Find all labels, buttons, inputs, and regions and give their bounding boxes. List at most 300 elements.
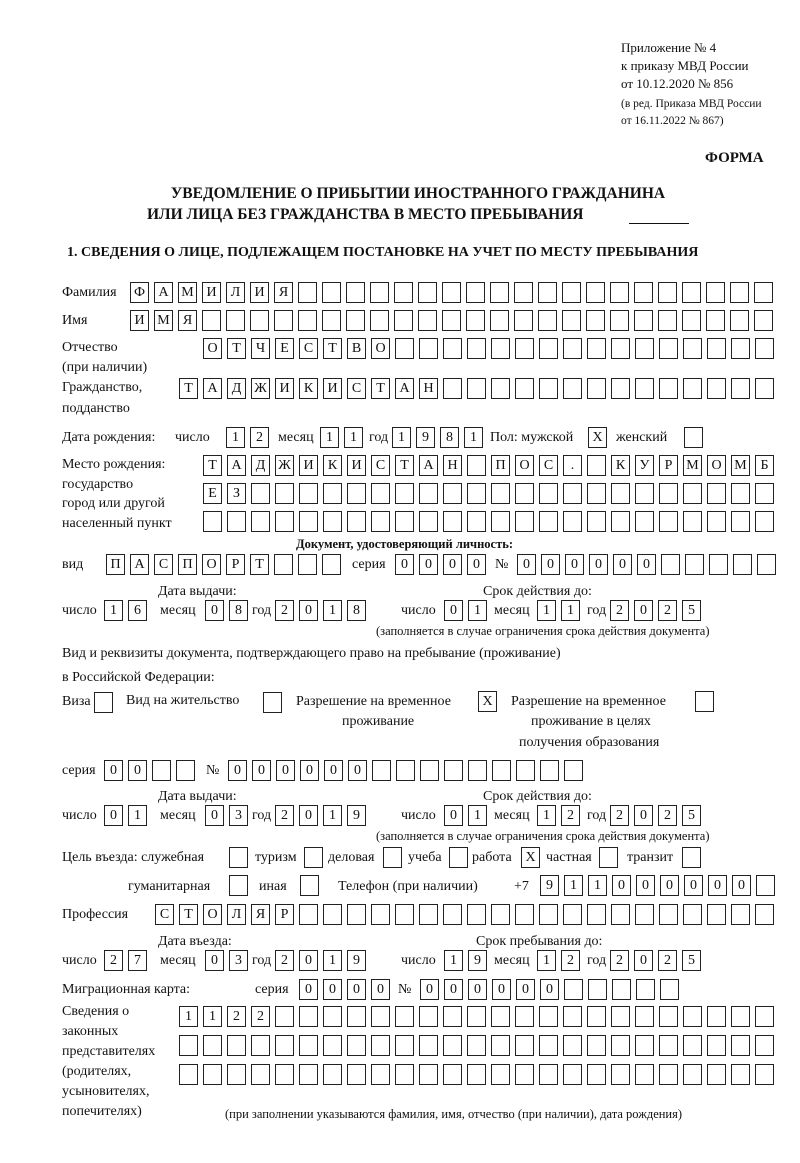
char-box[interactable] xyxy=(683,483,702,504)
char-box[interactable] xyxy=(611,511,630,532)
char-box[interactable]: И xyxy=(275,378,294,399)
char-box[interactable]: Б xyxy=(755,455,774,476)
char-box[interactable] xyxy=(683,511,702,532)
char-box[interactable] xyxy=(539,483,558,504)
char-box[interactable] xyxy=(731,1035,750,1056)
char-box[interactable] xyxy=(449,847,468,868)
char-box[interactable]: 0 xyxy=(612,875,631,896)
entry-month-boxes[interactable] xyxy=(205,950,253,971)
char-box[interactable] xyxy=(443,483,462,504)
char-box[interactable] xyxy=(599,847,618,868)
char-box[interactable]: 2 xyxy=(275,600,294,621)
char-box[interactable] xyxy=(755,483,774,504)
char-box[interactable] xyxy=(755,511,774,532)
char-box[interactable]: 1 xyxy=(444,950,463,971)
char-box[interactable] xyxy=(491,1035,510,1056)
char-box[interactable]: 0 xyxy=(347,979,366,1000)
char-box[interactable] xyxy=(467,511,486,532)
char-box[interactable] xyxy=(684,427,703,448)
id-valid-year-boxes[interactable] xyxy=(610,600,706,621)
entry-day-boxes[interactable] xyxy=(104,950,152,971)
char-box[interactable] xyxy=(467,455,486,476)
char-box[interactable]: 2 xyxy=(610,950,629,971)
char-box[interactable] xyxy=(323,1035,342,1056)
char-box[interactable] xyxy=(371,483,390,504)
char-box[interactable] xyxy=(660,979,679,1000)
char-box[interactable] xyxy=(515,904,534,925)
char-box[interactable] xyxy=(587,904,606,925)
reps-row-3[interactable] xyxy=(179,1064,779,1085)
char-box[interactable] xyxy=(274,310,293,331)
char-box[interactable]: У xyxy=(635,455,654,476)
char-box[interactable]: Д xyxy=(251,455,270,476)
char-box[interactable] xyxy=(443,511,462,532)
birth-place-row-2[interactable] xyxy=(203,483,779,504)
char-box[interactable] xyxy=(587,1064,606,1085)
char-box[interactable]: И xyxy=(347,455,366,476)
char-box[interactable]: 1 xyxy=(564,875,583,896)
char-box[interactable]: С xyxy=(154,554,173,575)
char-box[interactable] xyxy=(94,692,113,713)
char-box[interactable] xyxy=(394,282,413,303)
char-box[interactable] xyxy=(251,1035,270,1056)
id-issue-year-boxes[interactable] xyxy=(275,600,371,621)
char-box[interactable]: 5 xyxy=(682,950,701,971)
char-box[interactable] xyxy=(275,483,294,504)
char-box[interactable] xyxy=(563,1006,582,1027)
char-box[interactable] xyxy=(443,1035,462,1056)
char-box[interactable]: 0 xyxy=(636,875,655,896)
char-box[interactable] xyxy=(298,282,317,303)
char-box[interactable] xyxy=(683,1035,702,1056)
char-box[interactable] xyxy=(634,310,653,331)
char-box[interactable] xyxy=(179,1035,198,1056)
char-box[interactable] xyxy=(299,904,318,925)
char-box[interactable] xyxy=(468,760,487,781)
char-box[interactable] xyxy=(731,904,750,925)
char-box[interactable]: П xyxy=(491,455,510,476)
char-box[interactable]: 0 xyxy=(371,979,390,1000)
char-box[interactable] xyxy=(251,1064,270,1085)
stay-number-boxes[interactable] xyxy=(228,760,588,781)
char-box[interactable]: X xyxy=(478,691,497,712)
char-box[interactable]: 0 xyxy=(323,979,342,1000)
purpose-official-checkbox[interactable] xyxy=(229,847,253,868)
char-box[interactable] xyxy=(587,338,606,359)
char-box[interactable] xyxy=(755,1064,774,1085)
char-box[interactable] xyxy=(731,1064,750,1085)
char-box[interactable] xyxy=(443,1006,462,1027)
char-box[interactable] xyxy=(419,1035,438,1056)
char-box[interactable] xyxy=(707,338,726,359)
char-box[interactable]: 0 xyxy=(444,805,463,826)
char-box[interactable]: . xyxy=(563,455,582,476)
blank-line[interactable] xyxy=(629,223,689,224)
char-box[interactable]: 9 xyxy=(416,427,435,448)
char-box[interactable] xyxy=(514,282,533,303)
char-box[interactable] xyxy=(682,847,701,868)
visa-checkbox[interactable] xyxy=(94,692,118,713)
char-box[interactable] xyxy=(176,760,195,781)
stay-issue-month-boxes[interactable] xyxy=(205,805,253,826)
char-box[interactable] xyxy=(347,483,366,504)
char-box[interactable] xyxy=(659,904,678,925)
temp-edu-checkbox[interactable] xyxy=(695,691,719,712)
purpose-tourism-checkbox[interactable] xyxy=(304,847,328,868)
char-box[interactable]: 0 xyxy=(444,979,463,1000)
name-boxes[interactable] xyxy=(130,310,778,331)
char-box[interactable]: 0 xyxy=(420,979,439,1000)
char-box[interactable] xyxy=(395,511,414,532)
char-box[interactable] xyxy=(346,282,365,303)
char-box[interactable] xyxy=(563,1035,582,1056)
char-box[interactable] xyxy=(395,1064,414,1085)
char-box[interactable] xyxy=(611,338,630,359)
char-box[interactable]: 2 xyxy=(250,427,269,448)
surname-boxes[interactable] xyxy=(130,282,778,303)
char-box[interactable] xyxy=(755,338,774,359)
char-box[interactable] xyxy=(587,1006,606,1027)
char-box[interactable]: 2 xyxy=(251,1006,270,1027)
char-box[interactable] xyxy=(539,904,558,925)
char-box[interactable] xyxy=(227,1064,246,1085)
char-box[interactable] xyxy=(467,1006,486,1027)
char-box[interactable] xyxy=(564,760,583,781)
char-box[interactable] xyxy=(396,760,415,781)
char-box[interactable] xyxy=(418,310,437,331)
char-box[interactable] xyxy=(635,511,654,532)
char-box[interactable] xyxy=(304,847,323,868)
id-valid-month-boxes[interactable] xyxy=(537,600,585,621)
char-box[interactable] xyxy=(539,1035,558,1056)
purpose-private-checkbox[interactable] xyxy=(599,847,623,868)
char-box[interactable] xyxy=(418,282,437,303)
char-box[interactable] xyxy=(635,1006,654,1027)
char-box[interactable]: 0 xyxy=(300,760,319,781)
char-box[interactable]: Я xyxy=(251,904,270,925)
birth-month-boxes[interactable] xyxy=(320,427,368,448)
char-box[interactable]: А xyxy=(227,455,246,476)
char-box[interactable] xyxy=(251,511,270,532)
char-box[interactable] xyxy=(347,1064,366,1085)
char-box[interactable] xyxy=(683,904,702,925)
char-box[interactable]: Р xyxy=(659,455,678,476)
char-box[interactable] xyxy=(347,1035,366,1056)
reps-row-1[interactable] xyxy=(179,1006,779,1027)
char-box[interactable]: 0 xyxy=(467,554,486,575)
char-box[interactable] xyxy=(227,1035,246,1056)
sex-male-checkbox[interactable] xyxy=(588,427,612,448)
char-box[interactable]: 0 xyxy=(324,760,343,781)
char-box[interactable]: 0 xyxy=(104,805,123,826)
char-box[interactable] xyxy=(610,310,629,331)
char-box[interactable] xyxy=(490,282,509,303)
purpose-transit-checkbox[interactable] xyxy=(682,847,706,868)
char-box[interactable]: М xyxy=(178,282,197,303)
char-box[interactable] xyxy=(611,1035,630,1056)
char-box[interactable]: К xyxy=(323,455,342,476)
char-box[interactable] xyxy=(587,511,606,532)
char-box[interactable] xyxy=(516,760,535,781)
stay-series-boxes[interactable] xyxy=(104,760,200,781)
char-box[interactable]: X xyxy=(588,427,607,448)
entry-year-boxes[interactable] xyxy=(275,950,371,971)
char-box[interactable] xyxy=(515,511,534,532)
purpose-work-checkbox[interactable] xyxy=(521,847,545,868)
char-box[interactable]: И xyxy=(130,310,149,331)
char-box[interactable] xyxy=(370,310,389,331)
char-box[interactable] xyxy=(275,1035,294,1056)
char-box[interactable]: 1 xyxy=(179,1006,198,1027)
char-box[interactable]: 1 xyxy=(323,950,342,971)
id-series-boxes[interactable] xyxy=(395,554,491,575)
char-box[interactable] xyxy=(685,554,704,575)
char-box[interactable]: 1 xyxy=(226,427,245,448)
purpose-business-checkbox[interactable] xyxy=(383,847,407,868)
char-box[interactable]: 1 xyxy=(323,600,342,621)
residence-checkbox[interactable] xyxy=(263,692,287,713)
char-box[interactable] xyxy=(683,1006,702,1027)
char-box[interactable] xyxy=(395,904,414,925)
char-box[interactable] xyxy=(179,1064,198,1085)
char-box[interactable] xyxy=(347,1006,366,1027)
char-box[interactable] xyxy=(443,904,462,925)
migration-series-boxes[interactable] xyxy=(299,979,395,1000)
char-box[interactable]: М xyxy=(683,455,702,476)
char-box[interactable]: 0 xyxy=(516,979,535,1000)
char-box[interactable]: С xyxy=(539,455,558,476)
char-box[interactable] xyxy=(467,483,486,504)
char-box[interactable] xyxy=(491,483,510,504)
char-box[interactable] xyxy=(203,1064,222,1085)
char-box[interactable] xyxy=(371,904,390,925)
stay-issue-year-boxes[interactable] xyxy=(275,805,371,826)
char-box[interactable] xyxy=(634,282,653,303)
char-box[interactable] xyxy=(420,760,439,781)
char-box[interactable] xyxy=(658,282,677,303)
char-box[interactable]: 0 xyxy=(252,760,271,781)
char-box[interactable] xyxy=(323,1064,342,1085)
char-box[interactable] xyxy=(707,1064,726,1085)
char-box[interactable] xyxy=(299,1035,318,1056)
char-box[interactable] xyxy=(707,904,726,925)
char-box[interactable]: Р xyxy=(226,554,245,575)
char-box[interactable]: 0 xyxy=(541,554,560,575)
char-box[interactable]: 1 xyxy=(468,600,487,621)
char-box[interactable] xyxy=(731,378,750,399)
char-box[interactable]: 8 xyxy=(440,427,459,448)
char-box[interactable]: 0 xyxy=(708,875,727,896)
char-box[interactable] xyxy=(563,904,582,925)
char-box[interactable] xyxy=(515,378,534,399)
char-box[interactable] xyxy=(563,511,582,532)
char-box[interactable] xyxy=(706,282,725,303)
char-box[interactable] xyxy=(540,760,559,781)
char-box[interactable]: Е xyxy=(275,338,294,359)
char-box[interactable]: А xyxy=(154,282,173,303)
char-box[interactable] xyxy=(347,904,366,925)
char-box[interactable]: О xyxy=(515,455,534,476)
char-box[interactable] xyxy=(467,904,486,925)
char-box[interactable]: 1 xyxy=(104,600,123,621)
char-box[interactable]: 0 xyxy=(395,554,414,575)
char-box[interactable] xyxy=(226,310,245,331)
char-box[interactable]: 0 xyxy=(613,554,632,575)
char-box[interactable] xyxy=(757,554,776,575)
char-box[interactable] xyxy=(322,310,341,331)
char-box[interactable]: О xyxy=(203,338,222,359)
until-day-boxes[interactable] xyxy=(444,950,492,971)
char-box[interactable]: 0 xyxy=(443,554,462,575)
char-box[interactable] xyxy=(250,310,269,331)
char-box[interactable]: 0 xyxy=(205,600,224,621)
char-box[interactable] xyxy=(263,692,282,713)
char-box[interactable] xyxy=(323,1006,342,1027)
purpose-humanitarian-checkbox[interactable] xyxy=(229,875,253,896)
char-box[interactable]: 0 xyxy=(205,805,224,826)
char-box[interactable] xyxy=(755,1035,774,1056)
char-box[interactable]: 0 xyxy=(732,875,751,896)
sex-female-checkbox[interactable] xyxy=(684,427,708,448)
char-box[interactable]: 1 xyxy=(561,600,580,621)
char-box[interactable] xyxy=(611,1064,630,1085)
char-box[interactable]: С xyxy=(371,455,390,476)
char-box[interactable] xyxy=(587,455,606,476)
char-box[interactable] xyxy=(227,511,246,532)
char-box[interactable]: Ж xyxy=(275,455,294,476)
char-box[interactable]: 2 xyxy=(104,950,123,971)
char-box[interactable] xyxy=(419,1006,438,1027)
char-box[interactable]: 0 xyxy=(205,950,224,971)
char-box[interactable] xyxy=(682,310,701,331)
char-box[interactable]: 2 xyxy=(275,950,294,971)
char-box[interactable] xyxy=(322,554,341,575)
char-box[interactable]: 1 xyxy=(344,427,363,448)
char-box[interactable] xyxy=(731,1006,750,1027)
char-box[interactable] xyxy=(756,875,775,896)
until-year-boxes[interactable] xyxy=(610,950,706,971)
char-box[interactable] xyxy=(346,310,365,331)
profession-boxes[interactable] xyxy=(155,904,779,925)
char-box[interactable]: Р xyxy=(275,904,294,925)
char-box[interactable] xyxy=(442,282,461,303)
char-box[interactable] xyxy=(731,511,750,532)
char-box[interactable]: 0 xyxy=(276,760,295,781)
char-box[interactable]: 9 xyxy=(468,950,487,971)
stay-valid-day-boxes[interactable] xyxy=(444,805,492,826)
purpose-other-checkbox[interactable] xyxy=(300,875,324,896)
char-box[interactable] xyxy=(467,1064,486,1085)
char-box[interactable]: 3 xyxy=(229,805,248,826)
char-box[interactable] xyxy=(754,282,773,303)
char-box[interactable] xyxy=(443,378,462,399)
char-box[interactable]: 0 xyxy=(565,554,584,575)
char-box[interactable] xyxy=(611,378,630,399)
char-box[interactable] xyxy=(707,378,726,399)
char-box[interactable]: Л xyxy=(226,282,245,303)
char-box[interactable]: 0 xyxy=(589,554,608,575)
id-number-boxes[interactable] xyxy=(517,554,781,575)
char-box[interactable] xyxy=(658,310,677,331)
char-box[interactable] xyxy=(372,760,391,781)
char-box[interactable]: 2 xyxy=(658,805,677,826)
char-box[interactable] xyxy=(467,1035,486,1056)
char-box[interactable] xyxy=(371,1035,390,1056)
char-box[interactable]: 8 xyxy=(347,600,366,621)
char-box[interactable]: О xyxy=(202,554,221,575)
char-box[interactable] xyxy=(587,378,606,399)
char-box[interactable] xyxy=(563,338,582,359)
char-box[interactable] xyxy=(299,511,318,532)
char-box[interactable]: 0 xyxy=(128,760,147,781)
char-box[interactable] xyxy=(730,282,749,303)
purpose-study-checkbox[interactable] xyxy=(449,847,473,868)
char-box[interactable] xyxy=(467,378,486,399)
char-box[interactable] xyxy=(298,310,317,331)
char-box[interactable]: 0 xyxy=(634,805,653,826)
char-box[interactable] xyxy=(347,511,366,532)
char-box[interactable] xyxy=(491,1006,510,1027)
char-box[interactable]: 1 xyxy=(323,805,342,826)
char-box[interactable] xyxy=(755,904,774,925)
char-box[interactable] xyxy=(659,338,678,359)
char-box[interactable] xyxy=(682,282,701,303)
char-box[interactable]: Т xyxy=(203,455,222,476)
char-box[interactable] xyxy=(659,1035,678,1056)
char-box[interactable]: 0 xyxy=(468,979,487,1000)
char-box[interactable] xyxy=(635,1035,654,1056)
char-box[interactable]: 6 xyxy=(128,600,147,621)
char-box[interactable] xyxy=(419,338,438,359)
char-box[interactable] xyxy=(515,1064,534,1085)
char-box[interactable]: Д xyxy=(227,378,246,399)
char-box[interactable]: 0 xyxy=(104,760,123,781)
char-box[interactable] xyxy=(587,483,606,504)
char-box[interactable]: А xyxy=(130,554,149,575)
char-box[interactable] xyxy=(229,847,248,868)
char-box[interactable]: 0 xyxy=(444,600,463,621)
char-box[interactable]: 1 xyxy=(468,805,487,826)
char-box[interactable] xyxy=(709,554,728,575)
char-box[interactable] xyxy=(683,338,702,359)
char-box[interactable] xyxy=(707,511,726,532)
char-box[interactable] xyxy=(419,483,438,504)
char-box[interactable]: 0 xyxy=(492,979,511,1000)
char-box[interactable]: В xyxy=(347,338,366,359)
char-box[interactable]: 0 xyxy=(637,554,656,575)
reps-row-2[interactable] xyxy=(179,1035,779,1056)
char-box[interactable] xyxy=(611,904,630,925)
char-box[interactable] xyxy=(323,511,342,532)
char-box[interactable] xyxy=(563,1064,582,1085)
until-month-boxes[interactable] xyxy=(537,950,585,971)
char-box[interactable] xyxy=(491,378,510,399)
char-box[interactable] xyxy=(274,554,293,575)
citizenship-boxes[interactable] xyxy=(179,378,779,399)
char-box[interactable]: 0 xyxy=(634,600,653,621)
char-box[interactable] xyxy=(491,904,510,925)
char-box[interactable]: 0 xyxy=(684,875,703,896)
char-box[interactable] xyxy=(755,1006,774,1027)
birth-day-boxes[interactable] xyxy=(226,427,274,448)
char-box[interactable] xyxy=(419,511,438,532)
char-box[interactable]: 2 xyxy=(610,600,629,621)
char-box[interactable]: 1 xyxy=(537,950,556,971)
char-box[interactable] xyxy=(564,979,583,1000)
char-box[interactable] xyxy=(394,310,413,331)
id-valid-day-boxes[interactable] xyxy=(444,600,492,621)
char-box[interactable]: Н xyxy=(419,378,438,399)
